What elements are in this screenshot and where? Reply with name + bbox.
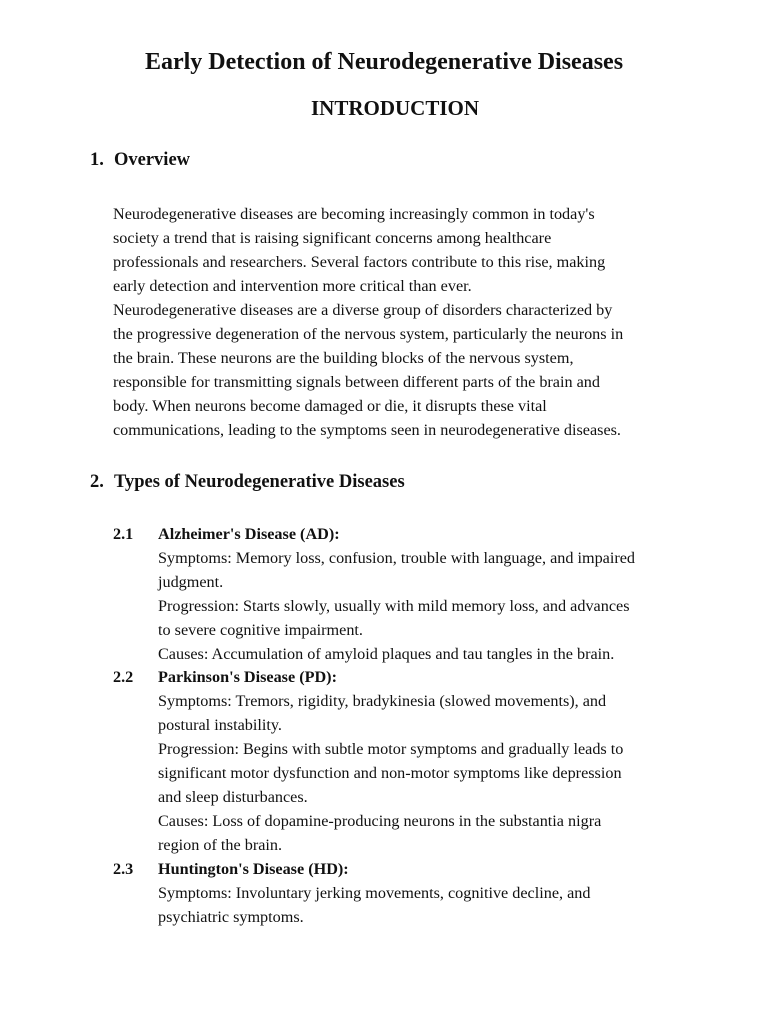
section-title: Overview bbox=[114, 150, 191, 170]
subsection-line: region of the brain. bbox=[158, 836, 283, 854]
document-subtitle: INTRODUCTION bbox=[310, 96, 480, 120]
subsection-line: judgment. bbox=[158, 573, 224, 591]
subsection-title: Huntington's Disease (HD): bbox=[158, 860, 349, 878]
subsection-line: Causes: Accumulation of amyloid plaques and tau tangles in the brain. bbox=[158, 645, 615, 663]
subsection-heading bbox=[113, 665, 693, 689]
subsection-heading bbox=[113, 857, 693, 881]
subsection-number: 2.3 bbox=[113, 860, 134, 878]
subsection-huntingtons bbox=[113, 857, 693, 929]
subsection-line: psychiatric symptoms. bbox=[158, 908, 304, 926]
overview-paragraph bbox=[113, 202, 673, 442]
subsection-heading bbox=[113, 522, 693, 546]
document-title: Early Detection of Neurodegenerative Diseases bbox=[144, 49, 624, 75]
paragraph-line: responsible for transmitting signals between different parts of the brain and bbox=[113, 373, 600, 391]
subsection-line: Symptoms: Memory loss, confusion, trouble with language, and impaired bbox=[158, 549, 636, 567]
subsection-title: Parkinson's Disease (PD): bbox=[158, 668, 337, 686]
paragraph-line: Neurodegenerative diseases are becoming increasingly common in today's bbox=[113, 205, 595, 223]
subsection-title: Alzheimer's Disease (AD): bbox=[158, 525, 340, 543]
subsection-parkinsons bbox=[113, 665, 693, 857]
subsection-line: postural instability. bbox=[158, 716, 282, 734]
subsection-number: 2.1 bbox=[113, 525, 134, 543]
subsection-number: 2.2 bbox=[113, 668, 134, 686]
paragraph-line: body. When neurons become damaged or die, it disrupts these vital bbox=[113, 397, 547, 415]
subsection-body bbox=[113, 689, 693, 857]
subsection-alzheimers bbox=[113, 522, 693, 666]
section-heading-types bbox=[90, 470, 405, 494]
subsection-line: to severe cognitive impairment. bbox=[158, 621, 363, 639]
subsection-line: Causes: Loss of dopamine-producing neurons in the substantia nigra bbox=[158, 812, 602, 830]
subsection-body bbox=[113, 881, 693, 929]
subsection-line: Progression: Begins with subtle motor symptoms and gradually leads to bbox=[158, 740, 624, 758]
subsection-line: Progression: Starts slowly, usually with mild memory loss, and advances bbox=[158, 597, 630, 615]
section-number: 1. bbox=[90, 150, 104, 170]
subsection-body bbox=[113, 546, 693, 666]
paragraph-line: the progressive degeneration of the nervous system, particularly the neurons in bbox=[113, 325, 624, 343]
section-number: 2. bbox=[90, 472, 104, 492]
paragraph-line: early detection and intervention more critical than ever. bbox=[113, 277, 472, 295]
subsection-line: and sleep disturbances. bbox=[158, 788, 308, 806]
paragraph-line: society a trend that is raising significant concerns among healthcare bbox=[113, 229, 552, 247]
paragraph-line: communications, leading to the symptoms seen in neurodegenerative diseases. bbox=[113, 421, 621, 439]
subsection-line: Symptoms: Involuntary jerking movements, cognitive decline, and bbox=[158, 884, 591, 902]
subsection-line: significant motor dysfunction and non-motor symptoms like depression bbox=[158, 764, 622, 782]
paragraph-line: Neurodegenerative diseases are a diverse group of disorders characterized by bbox=[113, 301, 613, 319]
section-heading-overview bbox=[90, 148, 190, 172]
subsection-line: Symptoms: Tremors, rigidity, bradykinesia (slowed movements), and bbox=[158, 692, 607, 710]
paragraph-line: the brain. These neurons are the building blocks of the nervous system, bbox=[113, 349, 574, 367]
paragraph-line: professionals and researchers. Several factors contribute to this rise, making bbox=[113, 253, 606, 271]
section-title: Types of Neurodegenerative Diseases bbox=[114, 472, 405, 492]
